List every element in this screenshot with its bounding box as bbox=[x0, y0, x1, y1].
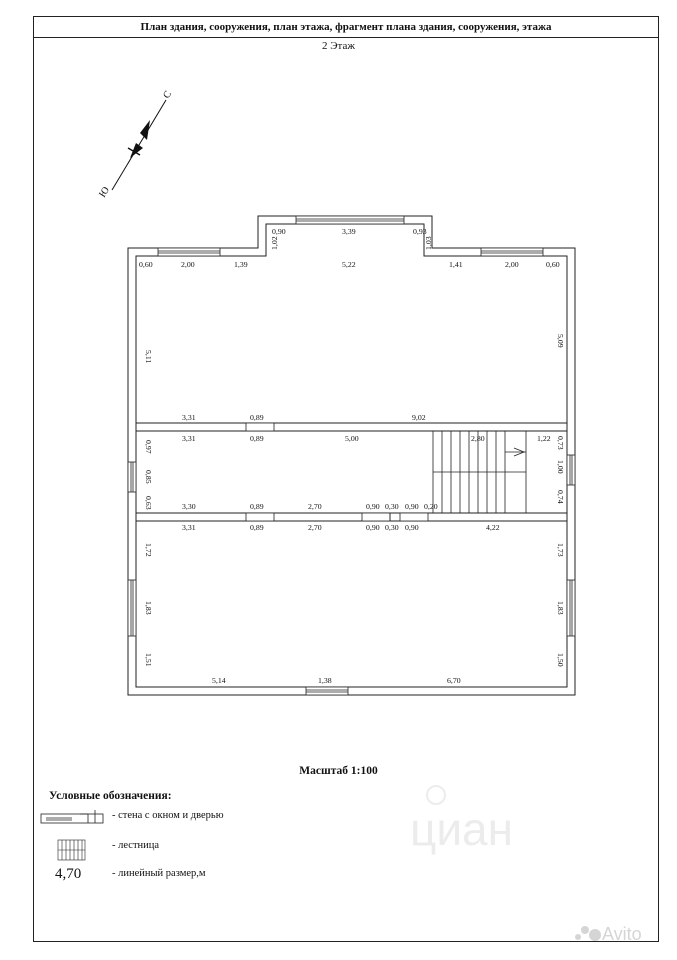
dim-room3-right-bottom: 1,50 bbox=[556, 653, 565, 667]
dim-room3-top-right: 4,22 bbox=[486, 523, 500, 532]
dim-room1-bottom-right: 9,02 bbox=[412, 413, 426, 422]
wall-with-window-and-door-icon bbox=[41, 810, 103, 823]
dim-room3-left-bottom: 1,51 bbox=[144, 653, 153, 667]
dim-corridor-top-right: 1,22 bbox=[537, 434, 551, 443]
vertical-dimension-labels bbox=[144, 236, 565, 666]
dim-top-left-window: 2,00 bbox=[181, 260, 195, 269]
dim-top-right-from-bay: 1,41 bbox=[449, 260, 463, 269]
dim-corridor-right-bottom: 0,74 bbox=[556, 490, 565, 504]
dim-corridor-door2: 0,90 bbox=[366, 502, 380, 511]
avito-watermark-text: Avito bbox=[602, 924, 642, 944]
dim-corridor-wall-small: 0,30 bbox=[385, 502, 399, 511]
dim-corridor-right-top: 0,73 bbox=[556, 436, 565, 450]
dim-bay-left: 0,90 bbox=[272, 227, 286, 236]
cian-watermark bbox=[410, 786, 513, 855]
dim-corridor-door-bottom: 0,89 bbox=[250, 502, 264, 511]
dim-corridor-top-left: 3,31 bbox=[182, 434, 196, 443]
avito-watermark bbox=[575, 924, 642, 944]
outer-walls bbox=[128, 216, 575, 695]
dim-room1-left-height: 5,11 bbox=[144, 350, 153, 364]
windows bbox=[128, 216, 575, 695]
dim-stair-width: 2,80 bbox=[471, 434, 485, 443]
floor-label: 2 Этаж bbox=[322, 40, 355, 52]
dim-room3-wall-small: 0,30 bbox=[385, 523, 399, 532]
doors bbox=[246, 423, 428, 521]
dim-corridor-left-top: 0,97 bbox=[144, 440, 153, 454]
legend-dimension-sample: 4,70 bbox=[55, 866, 82, 882]
legend-title: Условные обозначения: bbox=[49, 790, 172, 802]
dim-corridor-bottom-left: 3,30 bbox=[182, 502, 196, 511]
legend-wall-label: - стена с окном и дверью bbox=[112, 810, 224, 821]
compass-north: С bbox=[161, 89, 175, 101]
dim-room3-right-top: 1,73 bbox=[556, 543, 565, 557]
dim-top-right-wall: 0,60 bbox=[546, 260, 560, 269]
dim-room3-top-left: 3,31 bbox=[182, 523, 196, 532]
dim-top-left-to-bay: 1,39 bbox=[234, 260, 248, 269]
dim-room3-left-window: 1,83 bbox=[144, 601, 153, 615]
dim-top-right-window: 2,00 bbox=[505, 260, 519, 269]
drawing-title: План здания, сооружения, план этажа, фрагмент плана здания, сооружения, этажа bbox=[33, 16, 659, 38]
dim-room1-door: 0,89 bbox=[250, 413, 264, 422]
dim-room3-door1: 0,89 bbox=[250, 523, 264, 532]
dim-bay-depth-left: 1,02 bbox=[270, 236, 279, 250]
dim-top-left-wall: 0,60 bbox=[139, 260, 153, 269]
dim-room3-top-mid: 2,70 bbox=[308, 523, 322, 532]
legend-stair-label: - лестница bbox=[112, 840, 160, 851]
staircase-icon bbox=[58, 840, 85, 860]
cian-watermark-text: циан bbox=[410, 803, 514, 855]
dim-room3-left-top: 1,72 bbox=[144, 543, 153, 557]
dim-room1-bottom-left: 3,31 bbox=[182, 413, 196, 422]
dim-room3-right-window: 1,83 bbox=[556, 601, 565, 615]
compass-arrow-icon bbox=[97, 89, 174, 200]
staircase bbox=[433, 431, 526, 513]
scale-label: Масштаб 1:100 bbox=[299, 765, 378, 777]
dim-bay-depth-right: 1,03 bbox=[424, 236, 433, 250]
compass-south: Ю bbox=[97, 185, 112, 200]
dim-corridor-door-top: 0,89 bbox=[250, 434, 264, 443]
dim-corridor-left-bottom: 0,63 bbox=[144, 496, 153, 510]
dim-room3-bottom-left: 5,14 bbox=[212, 676, 226, 685]
legend-dimension-label: - линейный размер,м bbox=[112, 868, 206, 879]
dim-room3-bottom-window: 1,38 bbox=[318, 676, 332, 685]
dim-room1-width: 5,22 bbox=[342, 260, 356, 269]
dim-corridor-top-mid: 5,00 bbox=[345, 434, 359, 443]
dim-bay-right: 0,93 bbox=[413, 227, 427, 236]
dim-bay-window: 3,39 bbox=[342, 227, 356, 236]
dim-corridor-right-window: 1,00 bbox=[556, 460, 565, 474]
dim-corridor-bottom-end: 0,20 bbox=[424, 502, 438, 511]
dim-corridor-bottom-mid: 2,70 bbox=[308, 502, 322, 511]
dim-room3-door3: 0,90 bbox=[405, 523, 419, 532]
dimension-labels bbox=[139, 227, 560, 685]
dim-corridor-door3: 0,90 bbox=[405, 502, 419, 511]
dim-corridor-left-window: 0,85 bbox=[144, 470, 153, 484]
dim-room3-door2: 0,90 bbox=[366, 523, 380, 532]
dim-room3-bottom-right: 6,70 bbox=[447, 676, 461, 685]
dim-room1-right-height: 5,09 bbox=[556, 334, 565, 348]
